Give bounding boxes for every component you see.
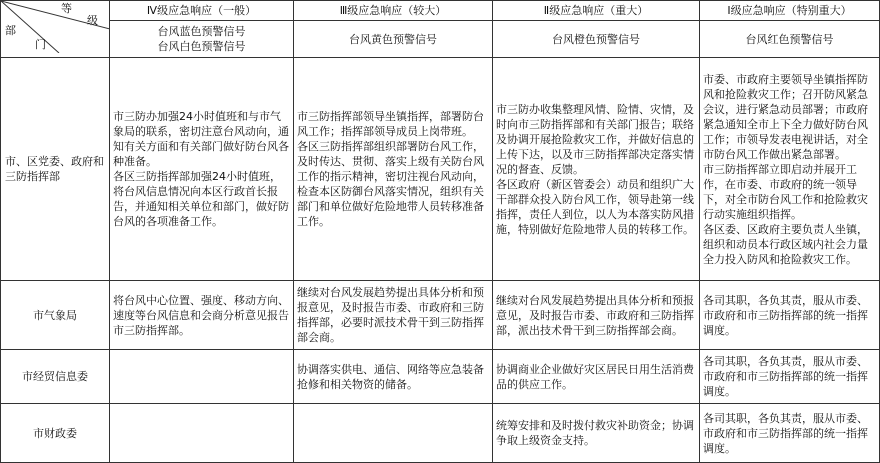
header-level-row: [1, 1, 880, 21]
table-row: [1, 58, 880, 281]
response-text: 继续对台风发展趋势提出具体分析和预报意见，及时报告市委、市政府和三防指挥部，派出技术骨干到三防指挥部会商。: [496, 293, 694, 337]
corner-dept-label-1: 部: [5, 24, 16, 37]
dept-name: 市、区党委、政府和三防指挥部: [1, 58, 110, 281]
response-text: 市三防办收集整理风情、险情、灾情，及时向市三防指挥部和有关部门报告；联络及协调开展抢险救灾工作，并做好信息的上传下达，以及市三防指挥部决定落实情况的督查、反馈。 各区政府（新区管委会）动员和组织广大干部群众投入防台风工作，领导赴第一线指挥，责任人到位，以人为本落实防风措施，特别做好危险地带人员的转移工作。: [496, 102, 694, 236]
level-iii-header: Ⅲ级应急响应（较大）: [294, 1, 493, 21]
corner-level-label-2: 级: [87, 14, 98, 27]
corner-dept-label-2: 门: [35, 38, 46, 51]
response-cell: [700, 350, 880, 404]
response-text: 各司其职，各负其责，服从市委、市政府和市三防指挥部的统一指挥调度。: [703, 355, 868, 398]
response-cell: [294, 281, 493, 350]
level-iii-signals: [294, 21, 493, 58]
level-i-signals: [700, 21, 880, 58]
table-row: [1, 350, 880, 404]
dept-name: 市财政委: [1, 404, 110, 463]
response-cell: [110, 281, 294, 350]
response-text: 协调落实供电、通信、网络等应急装备抢修和相关物资的储备。: [297, 362, 484, 391]
response-cell: [700, 58, 880, 281]
signal-yellow: 台风黄色预警信号: [349, 32, 437, 46]
response-text: 各司其职，各负其责，服从市委、市政府和市三防指挥部的统一指挥调度。: [703, 411, 868, 455]
response-cell: [700, 404, 880, 463]
corner-diagonal-lines: [1, 1, 110, 53]
table-row: [1, 281, 880, 350]
response-text: 统筹安排和及时拨付救灾补助资金；协调争取上级资金支持。: [496, 419, 694, 447]
response-cell: [110, 350, 294, 404]
response-text: 将台风中心位置、强度、移动方向、速度等台风信息和会商分析意见报告市三防指挥部。: [113, 293, 289, 337]
corner-level-label-1: 等: [61, 2, 72, 15]
response-text: 协调商业企业做好灾区居民日用生活消费品的供应工作。: [496, 362, 694, 391]
response-cell: [294, 404, 493, 463]
response-cell: [700, 281, 880, 350]
level-iv-header: Ⅳ级应急响应（一般）: [110, 1, 294, 21]
response-text: 各司其职，各负其责，服从市委、市政府和市三防指挥部的统一指挥调度。: [703, 293, 868, 337]
response-cell: [493, 281, 700, 350]
response-cell: [110, 58, 294, 281]
response-cell: [493, 350, 700, 404]
response-cell: [493, 58, 700, 281]
level-ii-header: Ⅱ级应急响应（重大）: [493, 1, 700, 21]
signal-blue: 台风蓝色预警信号: [157, 25, 246, 38]
signal-orange: 台风橙色预警信号: [552, 32, 640, 46]
response-text: 继续对台风发展趋势提出具体分析和预报意见，及时报告市委、市政府和三防指挥部，必要时派技术骨干到三防指挥部会商。: [297, 286, 484, 344]
response-cell: [294, 58, 493, 281]
level-ii-signals: [493, 21, 700, 58]
response-cell: [294, 350, 493, 404]
table-row: [1, 404, 880, 463]
level-iv-signals: [110, 21, 294, 58]
level-i-header: Ⅰ级应急响应（特别重大）: [700, 1, 880, 21]
signal-white: 台风白色预警信号: [157, 40, 246, 53]
dept-name: 市经贸信息委: [1, 350, 110, 404]
header-corner-cell: [1, 1, 110, 58]
response-text: 市三防办加强24小时值班和与市气象局的联系，密切注意台风动向，通知有关方面和有关部门做好防台风各种准备。 各区三防指挥部加强24小时值班，将台风信息情况向本区行政首长报告，并通知相关单位和部门，做好防台风的各项准备工作。: [113, 110, 289, 228]
response-cell: [493, 404, 700, 463]
signal-red: 台风红色预警信号: [745, 32, 834, 46]
dept-name: 市气象局: [1, 281, 110, 350]
response-cell: [110, 404, 294, 463]
response-text: 市三防指挥部领导坐镇指挥，部署防台风工作；指挥部领导成员上岗带班。 各区三防指挥部组织部署防台风工作，及时传达、贯彻、落实上级有关防台风工作的指示精神，密切注视台风动向，检查本区防御台风落实情况，组织有关部门和单位做好危险地带人员转移准备工作。: [297, 110, 484, 228]
response-text: 市委、市政府主要领导坐镇指挥防风和抢险救灾工作；召开防风紧急会议，进行紧急动员部署；市政府紧急通知全市上下全力做好防台风工作；市领导发表电视讲话，对全市防台风工作做出紧急部署。 市三防指挥部立即启动并展开工作，在市委、市政府的统一领导下，对全市防台风工作和抢险救灾行动实施组织指挥。 各区委、区政府主要负责人坐镇，组织和动员本行政区域内社会力量全力投入防风和抢险救灾工作。: [703, 72, 868, 266]
header-signal-row: [1, 21, 880, 58]
